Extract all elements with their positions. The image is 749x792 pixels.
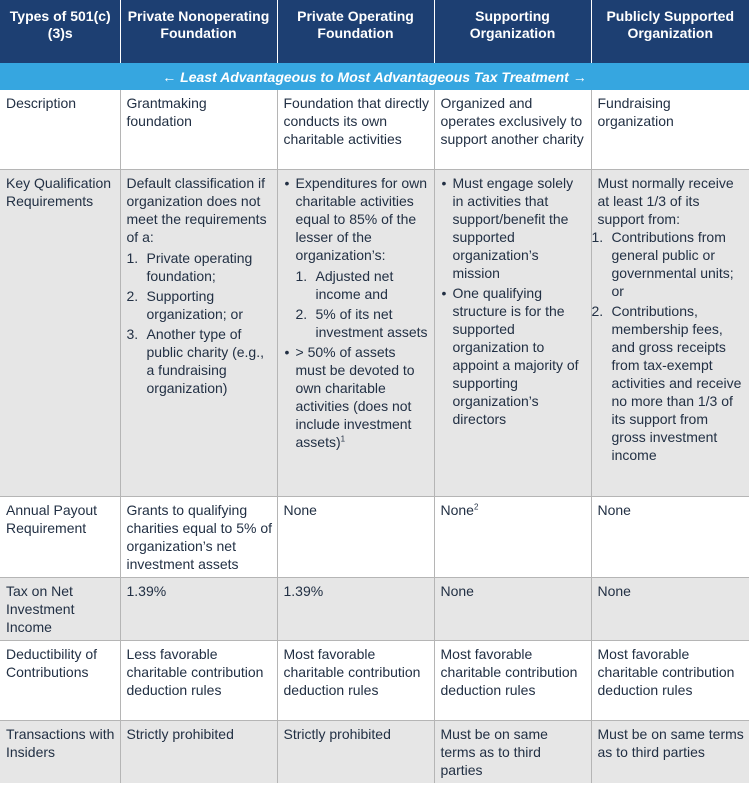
list-item: • Must engage solely in activities that support/benefit the supported organization’s mission	[453, 174, 587, 282]
list-item: 1. Contributions from general public or governmental units; or	[612, 228, 746, 300]
table-cell: 1.39%	[277, 577, 434, 640]
numbered-list	[127, 249, 273, 397]
bullet-list	[441, 174, 587, 428]
list-item: 2. 5% of its net investment assets	[316, 305, 430, 341]
table-cell: 1.39%	[120, 577, 277, 640]
table-cell: Grantmaking foundation	[120, 90, 277, 169]
table-cell: Fundraising organization	[591, 90, 749, 169]
table-cell	[434, 169, 591, 496]
bullet-list	[284, 174, 430, 451]
list-item: 1. Adjusted net income and	[316, 267, 430, 303]
tax-treatment-banner	[0, 63, 749, 90]
list-item: 1. Private operating foundation;	[147, 249, 273, 285]
table-cell: Most favorable charitable contribution deduction rules	[591, 640, 749, 720]
table-cell: None	[277, 496, 434, 577]
row-label: Deductibility of Contributions	[0, 640, 120, 720]
list-item: • One qualifying structure is for the supported organization to appoint a majority of supporting organization’s directors	[453, 284, 587, 428]
left-arrow-icon: ←	[162, 68, 177, 85]
row-label: Transactions with Insiders	[0, 720, 120, 783]
right-arrow-icon: →	[572, 68, 587, 85]
header-types: Types of 501(c)(3)s	[0, 0, 120, 63]
list-item: 3. Another type of public charity (e.g., a fundraising organization)	[147, 325, 273, 397]
table-cell: Must be on same terms as to third parties	[434, 720, 591, 783]
header-supporting: Supporting Organization	[434, 0, 591, 63]
table-cell: Most favorable charitable contribution deduction rules	[277, 640, 434, 720]
list-item: • Expenditures for own charitable activities equal to 85% of the lesser of the organization’s: 1. Adjusted net income and 2. 5% of its net investment assets	[296, 174, 430, 341]
table-cell: Foundation that directly conducts its own charitable activities	[277, 90, 434, 169]
table-cell: Less favorable charitable contribution deduction rules	[120, 640, 277, 720]
table-row-key-qualification	[0, 169, 749, 496]
table-cell: None	[591, 577, 749, 640]
cell-intro: Must normally receive at least 1/3 of its support from:	[597, 174, 734, 227]
table-cell: Strictly prohibited	[277, 720, 434, 783]
table-row-description	[0, 90, 749, 169]
table-cell: None	[591, 496, 749, 577]
table-cell: Strictly prohibited	[120, 720, 277, 783]
table-cell	[120, 169, 277, 496]
table-cell: Organized and operates exclusively to support another charity	[434, 90, 591, 169]
table-cell: None	[434, 577, 591, 640]
banner-text: Least Advantageous to Most Advantageous Tax Treatment	[180, 68, 569, 85]
table-cell	[591, 169, 749, 496]
row-label: Annual Payout Requirement	[0, 496, 120, 577]
table-cell: Grants to qualifying charities equal to 5% of organization’s net investment assets	[120, 496, 277, 577]
table-cell: Most favorable charitable contribution deduction rules	[434, 640, 591, 720]
table-row-deductibility	[0, 640, 749, 720]
row-label: Tax on Net Investment Income	[0, 577, 120, 640]
row-label: Description	[0, 90, 120, 169]
row-label: Key Qualification Requirements	[0, 169, 120, 496]
cell-intro: Default classification if organization does not meet the requirements of a:	[126, 174, 267, 245]
list-item: • > 50% of assets must be devoted to own charitable activities (does not include investment assets)$^1$	[296, 343, 430, 451]
header-private-operating: Private Operating Foundation	[277, 0, 434, 63]
numbered-list	[296, 267, 430, 341]
numbered-list	[598, 228, 746, 464]
table-cell: Must be on same terms as to third parties	[591, 720, 749, 783]
footnote-marker: 2	[473, 501, 479, 511]
table-row-annual-payout	[0, 496, 749, 577]
list-item: 2. Contributions, membership fees, and gross receipts from tax-exempt activities and receive no more than 1/3 of its support from gross investment income	[612, 302, 746, 464]
footnote-marker: 1	[340, 433, 346, 443]
header-private-nonoperating: Private Nonoperating Foundation	[120, 0, 277, 63]
table-row-insiders	[0, 720, 749, 783]
table-cell	[277, 169, 434, 496]
table-header	[0, 0, 749, 63]
header-publicly-supported: Publicly Supported Organization	[591, 0, 749, 63]
list-item: 2. Supporting organization; or	[147, 287, 273, 323]
table-row-tax-nii	[0, 577, 749, 640]
table-cell: None$^2$	[434, 496, 591, 577]
